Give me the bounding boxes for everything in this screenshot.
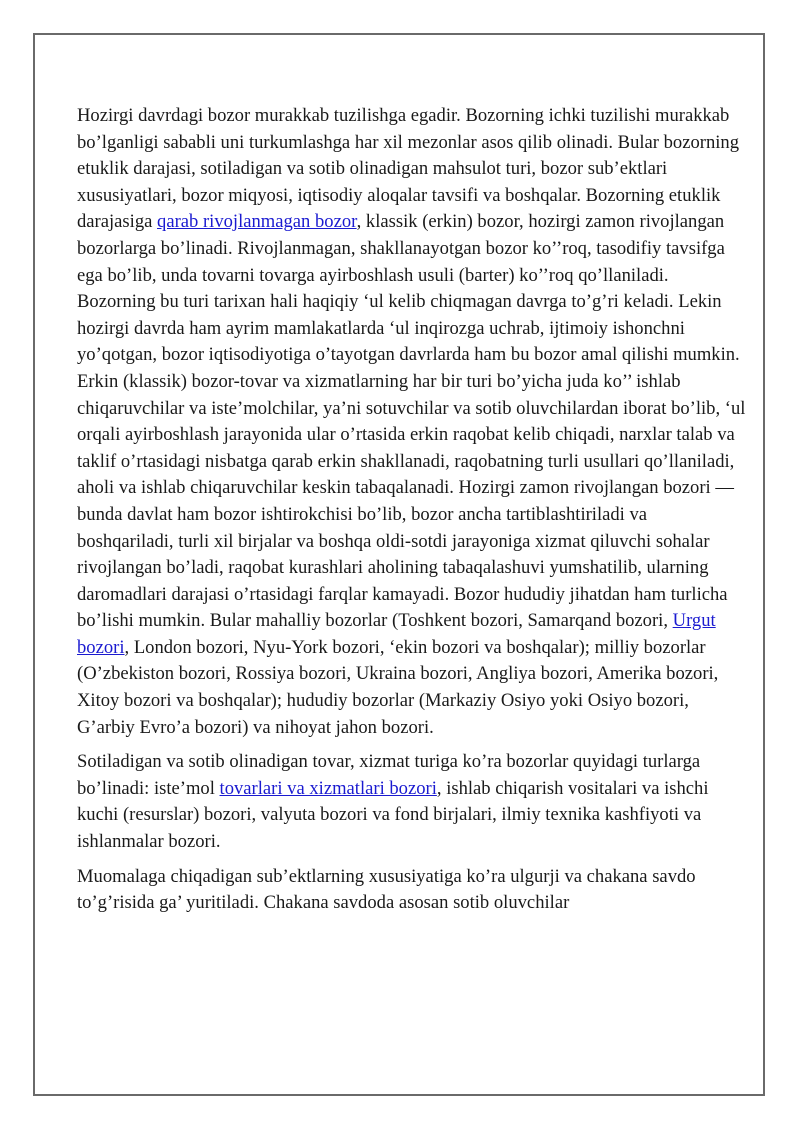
- link-urgut-market[interactable]: Urgut bozori: [77, 610, 716, 658]
- paragraph-2: [77, 749, 747, 855]
- paragraph-3-text-a: Muomalaga chiqadigan sub’ektlarning xususiyatiga ko’ra ulgurji va chakana savdo to’g’risida ga’ yuritiladi. Chakana savdoda asosan sotib oluvchilar: [77, 865, 696, 914]
- paragraph-1: [77, 103, 747, 741]
- paragraph-1-text-b: , klassik (erkin) bozor, hozirgi zamon rivojlangan bozorlarga bo’linadi. Rivojlanmagan, shakllanayotgan bozor ko’’roq, tasodifiy tavsifga ega bo’lib, unda tovarni tovarga ayirboshlash usuli (barter) ko’’roq qo’llaniladi. Bozorning bu turi tarixan hali haqiqiy ‘ul kelib chiqmagan davrga to’g’ri keladi. Lekin hozirgi davrda ham ayrim mamlakatlarda ‘ul inqirozga uchrab, ijtimoiy ishonchni yo’qotgan, bozor iqtisodiyotiga o’tayotgan davrlarda ham bu bozor amal qilishi mumkin. Erkin (klassik) bozor-tovar va xizmatlarning har bir turi bo’yicha juda ko’’ ishlab chiqaruvchilar va iste’molchilar, ya’ni sotuvchilar va sotib oluvchilardan iborat bo’lib, ‘ul orqali ayirboshlash jarayonida ular o’rtasida erkin raqobat kelib chiqadi, narxlar talab va taklif o’rtasidagi nisbatga qarab erkin shakllanadi, raqobatning turli usullari qo’llaniladi, aholi va ishlab chiqaruvchilar keskin tabaqalanadi. Hozirgi zamon rivojlangan bozori — bunda davlat ham bozor ishtirokchisi bo’lib, bozor ancha tartiblashtiriladi va boshqariladi, turli xil birjalar va boshqa oldi-sotdi jarayoniga xizmat qiluvchi sohalar rivojlangan bo’ladi, raqobat kurashlari aholining tabaqalashuvi yumshatilib, ularning daromadlari darajasi o’rtasidagi farqlar kamayadi. Bozor hududiy jihatdan ham turlicha bo’lishi mumkin. Bular mahalliy bozorlar (Toshkent bozori, Samarqand bozori,: [77, 211, 746, 632]
- paragraph-1-text-a: Hozirgi davrdagi bozor murakkab tuzilishga egadir. Bozorning ichki tuzilishi murakkab bo’lganligi sababli uni turkumlashga har xil mezonlar asos qilib olinadi. Bular bozorning etuklik darajasi, sotiladigan va sotib olinadigan mahsulot turi, bozor sub’ektlari xususiyatlari, bozor miqyosi, iqtisodiy aloqalar tavsifi va boshqalar. Bozorning etuklik darajasiga: [77, 105, 740, 233]
- paragraph-3: [77, 864, 747, 917]
- link-goods-services-market[interactable]: tovarlari va xizmatlari bozori: [219, 777, 437, 799]
- link-undeveloped-market[interactable]: qarab rivojlanmagan bozor: [157, 211, 357, 233]
- paragraph-1-text-c: , London bozori, Nyu-York bozori, ‘ekin bozori va boshqalar); milliy bozorlar (O’zbekiston bozori, Rossiya bozori, Ukraina bozori, Angliya bozori, Amerika bozori, Xitoy bozori va boshqalar); hududiy bozorlar (Markaziy Osiyo yoki Osiyo bozori, G’arbiy Evro’a bozori) va nihoyat jahon bozori.: [77, 636, 719, 738]
- paragraph-2-text-a: Sotiladigan va sotib olinadigan tovar, xizmat turiga ko’ra bozorlar quyidagi turlarga bo’linadi: iste’mol: [77, 751, 701, 799]
- paragraph-2-text-b: , ishlab chiqarish vositalari va ishchi kuchi (resurslar) bozori, valyuta bozori va fond birjalari, ilmiy texnika kashfiyoti va ishlanmalar bozori.: [77, 777, 709, 853]
- document-body: [77, 103, 747, 917]
